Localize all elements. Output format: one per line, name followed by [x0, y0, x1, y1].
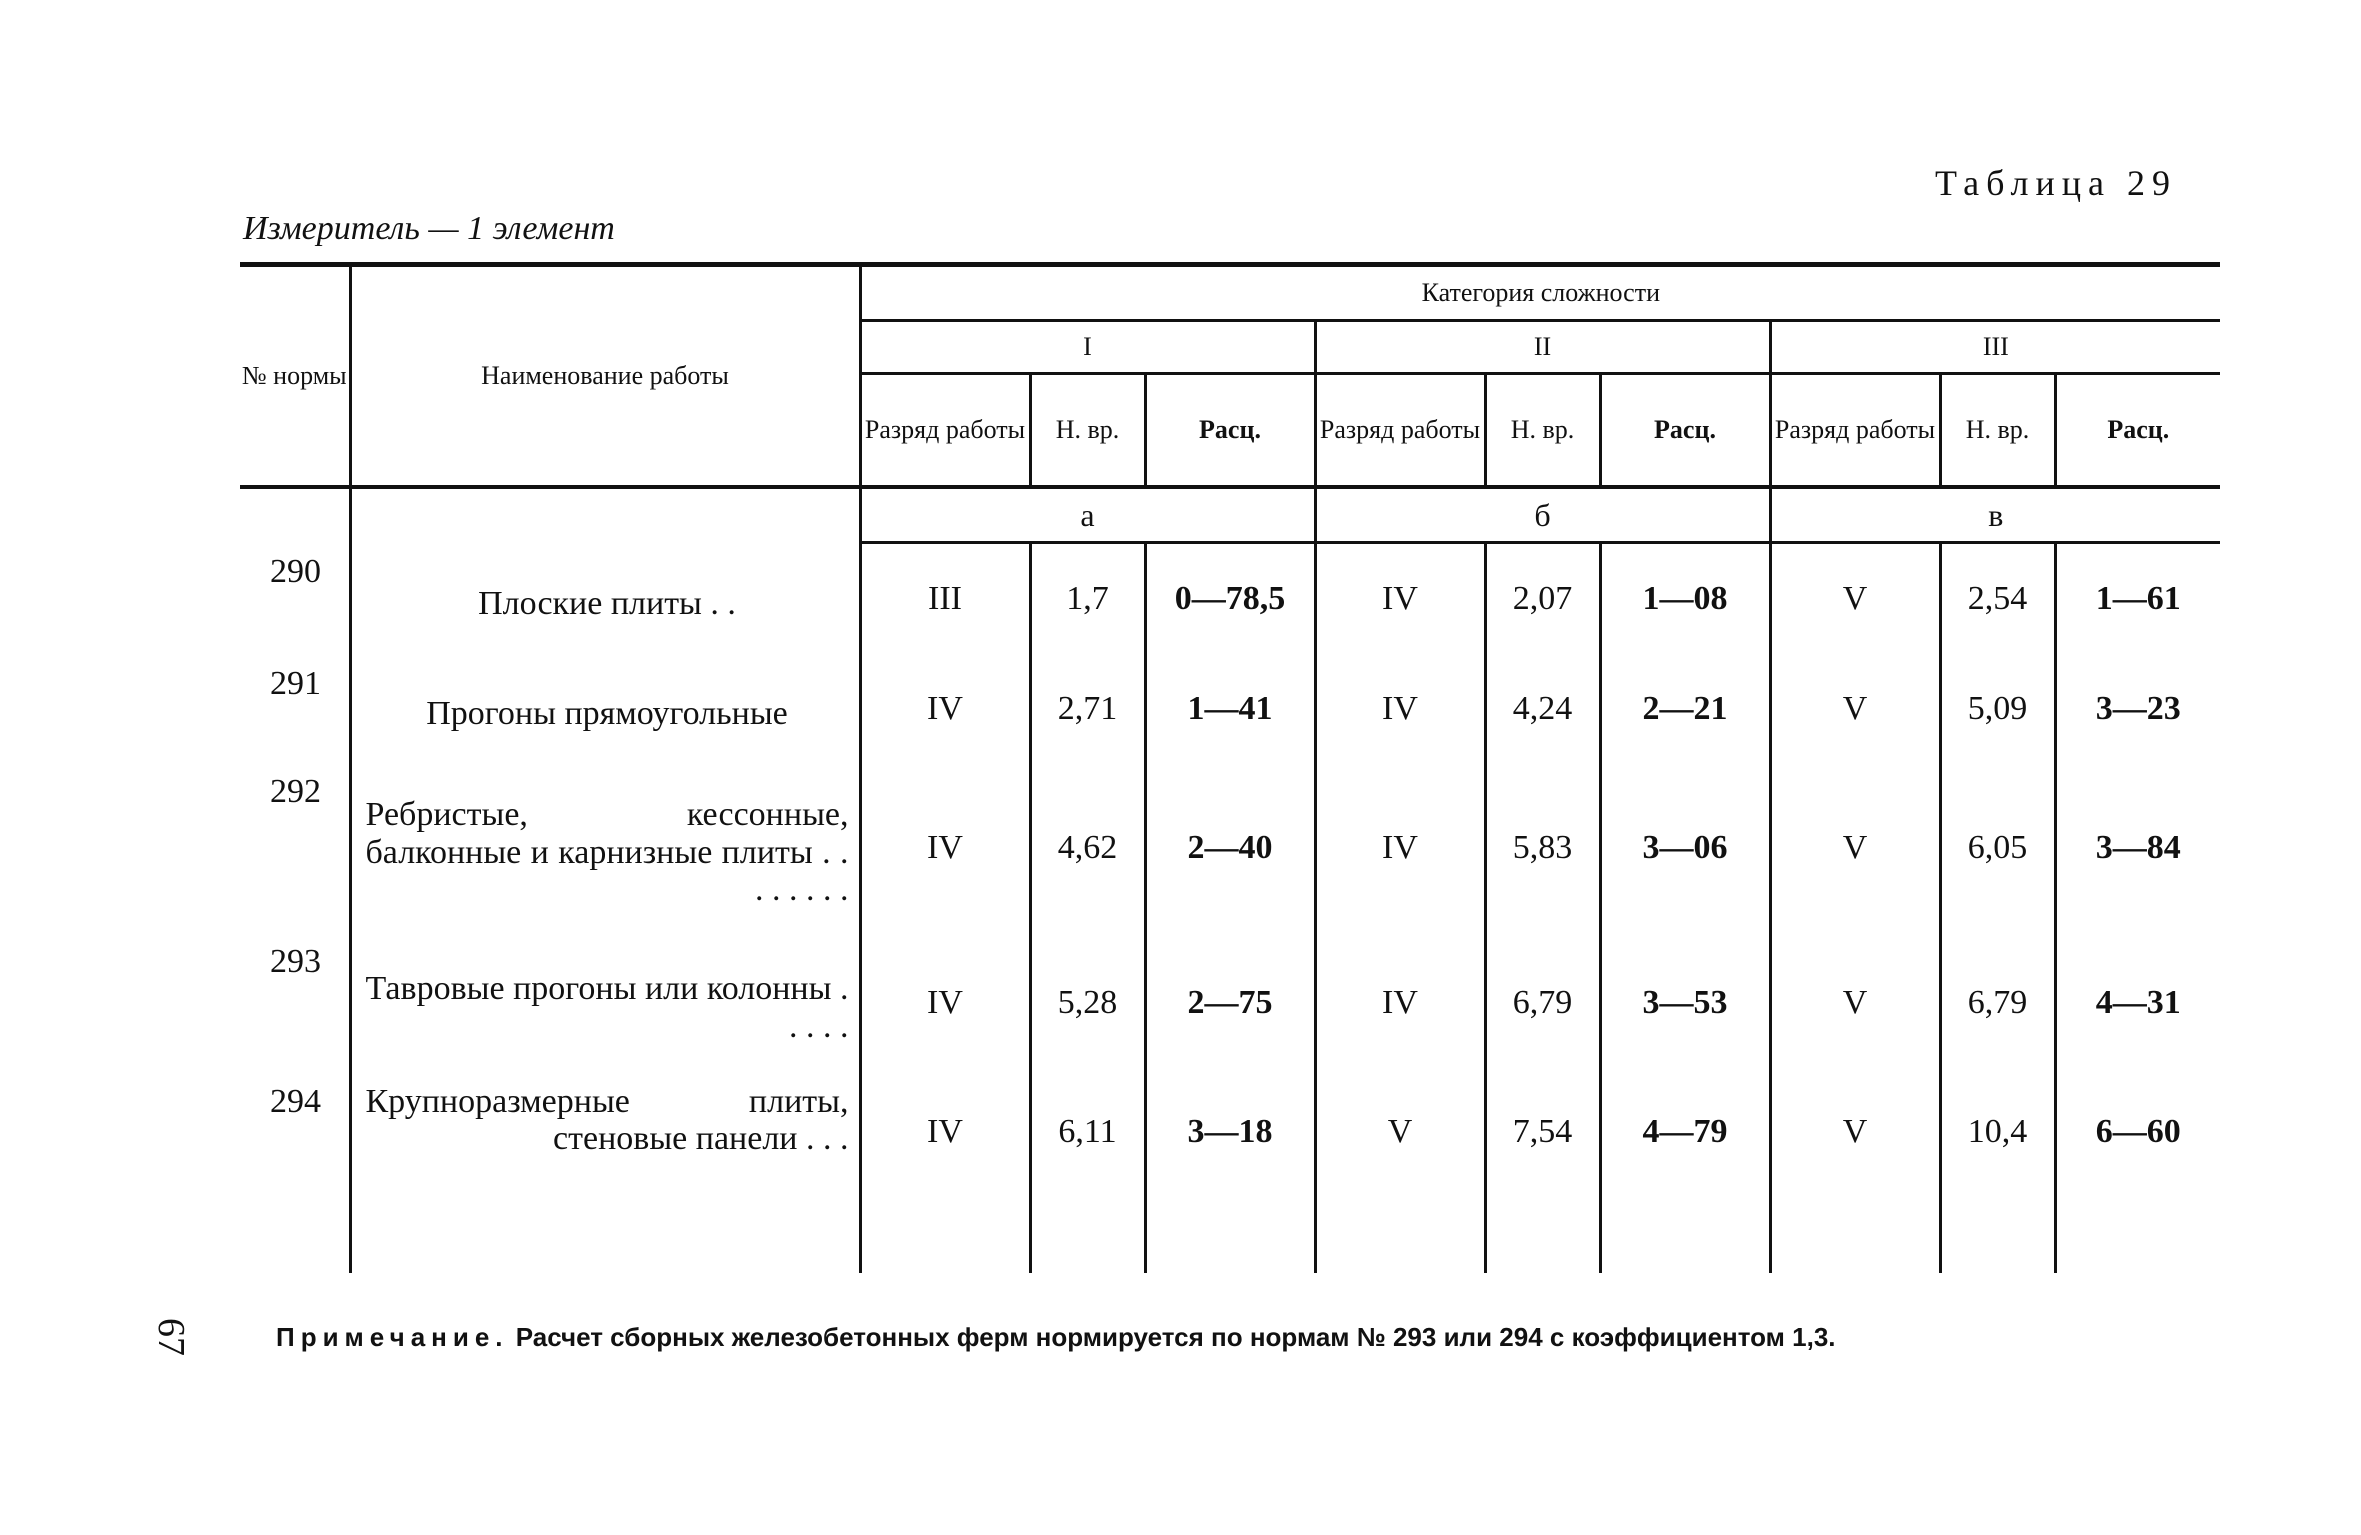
- rate-cell: 2—40: [1145, 763, 1315, 933]
- work-name: Прогоны прямоугольные: [350, 655, 860, 763]
- rate-cell: 3—84: [2095, 828, 2181, 866]
- column-letter-a: а: [860, 487, 1315, 543]
- header-rank: Разряд работы: [860, 374, 1030, 488]
- column-letter-v: в: [1770, 487, 2220, 543]
- header-norm-no: № нормы: [240, 265, 350, 488]
- rank-cell: IV: [860, 655, 1030, 763]
- rate-cell: 3—06: [1600, 763, 1770, 933]
- table-title: Таблица 29: [1935, 163, 2177, 203]
- time-cell: 10,4: [1940, 1073, 2055, 1273]
- time-cell: 6,79: [1940, 933, 2055, 1073]
- rank-cell: IV: [1315, 655, 1485, 763]
- rank-cell: V: [1770, 1073, 1940, 1273]
- rate-cell: 2—21: [1600, 655, 1770, 763]
- time-cell: 2,71: [1030, 655, 1145, 763]
- time-cell: 2,54: [1940, 543, 2055, 655]
- rate-cell: 1—61: [2095, 580, 2181, 618]
- header-time: Н. вр.: [1485, 374, 1600, 488]
- header-time: Н. вр.: [1030, 374, 1145, 488]
- table-row: [240, 543, 2220, 655]
- header-rank: Разряд работы: [1315, 374, 1485, 488]
- header-category-1: I: [860, 321, 1315, 374]
- rank-cell: V: [1770, 933, 1940, 1073]
- time-cell: 4,62: [1030, 763, 1145, 933]
- time-cell: 6,05: [1940, 763, 2055, 933]
- norms-table: [240, 262, 2220, 1273]
- time-cell: 2,07: [1485, 543, 1600, 655]
- work-name: Тавровые прогоны или колонны . . . . .: [350, 933, 860, 1073]
- rate-cell: 4—31: [2095, 983, 2181, 1021]
- column-letter-b: б: [1315, 487, 1770, 543]
- footnote: [276, 1322, 1836, 1353]
- rate-cell: 1—08: [1600, 543, 1770, 655]
- time-cell: 6,79: [1485, 933, 1600, 1073]
- table-row: [240, 933, 2220, 1073]
- header-rate: Расц.: [1145, 374, 1315, 488]
- rate-cell: 3—18: [1145, 1073, 1315, 1273]
- rate-cell: 4—79: [1600, 1073, 1770, 1273]
- norm-number: 293: [240, 933, 350, 1073]
- time-cell: 4,24: [1485, 655, 1600, 763]
- header-time: Н. вр.: [1940, 374, 2055, 488]
- table-row: [240, 763, 2220, 933]
- time-cell: 5,83: [1485, 763, 1600, 933]
- work-name: Ребристые, кессонные, балконные и карнизные плиты . . . . . . . .: [350, 763, 860, 933]
- norm-number: 291: [240, 655, 350, 763]
- time-cell: 5,28: [1030, 933, 1145, 1073]
- measure-unit: Измеритель — 1 элемент: [243, 210, 615, 247]
- rank-cell: V: [1770, 763, 1940, 933]
- header-complexity: Категория сложности: [860, 265, 2220, 321]
- header-rate: Расц.: [1600, 374, 1770, 488]
- time-cell: 6,11: [1030, 1073, 1145, 1273]
- rank-cell: V: [1770, 543, 1940, 655]
- rate-cell: 3—53: [1600, 933, 1770, 1073]
- norm-number: 290: [240, 543, 350, 655]
- rank-cell: IV: [1315, 543, 1485, 655]
- letter-spacer: [350, 487, 860, 543]
- header-rate: Расц.: [2107, 415, 2170, 445]
- rate-cell: 1—41: [1145, 655, 1315, 763]
- work-name: Плоские плиты . .: [350, 543, 860, 655]
- rank-cell: V: [1770, 655, 1940, 763]
- time-cell: 1,7: [1030, 543, 1145, 655]
- header-category-3: III: [1770, 321, 2220, 374]
- time-cell: 5,09: [1940, 655, 2055, 763]
- header-rank: Разряд работы: [1770, 374, 1940, 488]
- footnote-text: Расчет сборных железобетонных ферм нормируется по нормам № 293 или 294 с коэффициентом 1,3.: [515, 1322, 1836, 1352]
- table-row: [240, 1073, 2220, 1273]
- header-category-2: II: [1315, 321, 1770, 374]
- work-name: Крупноразмерные плиты, стеновые панели . . .: [350, 1073, 860, 1273]
- rank-cell: IV: [1315, 763, 1485, 933]
- table-row: [240, 655, 2220, 763]
- time-cell: 7,54: [1485, 1073, 1600, 1273]
- rate-cell: 0—78,5: [1145, 543, 1315, 655]
- norm-number: 294: [240, 1073, 350, 1273]
- rate-cell: 6—60: [2095, 1112, 2181, 1150]
- rank-cell: IV: [860, 1073, 1030, 1273]
- norm-number: 292: [240, 763, 350, 933]
- rate-cell: 3—23: [2095, 689, 2181, 727]
- letter-spacer: [240, 487, 350, 543]
- footnote-label: Примечание.: [276, 1322, 509, 1352]
- rank-cell: V: [1315, 1073, 1485, 1273]
- header-work-name: Наименование работы: [350, 265, 860, 488]
- rank-cell: IV: [1315, 933, 1485, 1073]
- rate-cell: 2—75: [1145, 933, 1315, 1073]
- page-number: 67: [150, 1318, 192, 1356]
- rank-cell: IV: [860, 763, 1030, 933]
- rank-cell: IV: [860, 933, 1030, 1073]
- rank-cell: III: [860, 543, 1030, 655]
